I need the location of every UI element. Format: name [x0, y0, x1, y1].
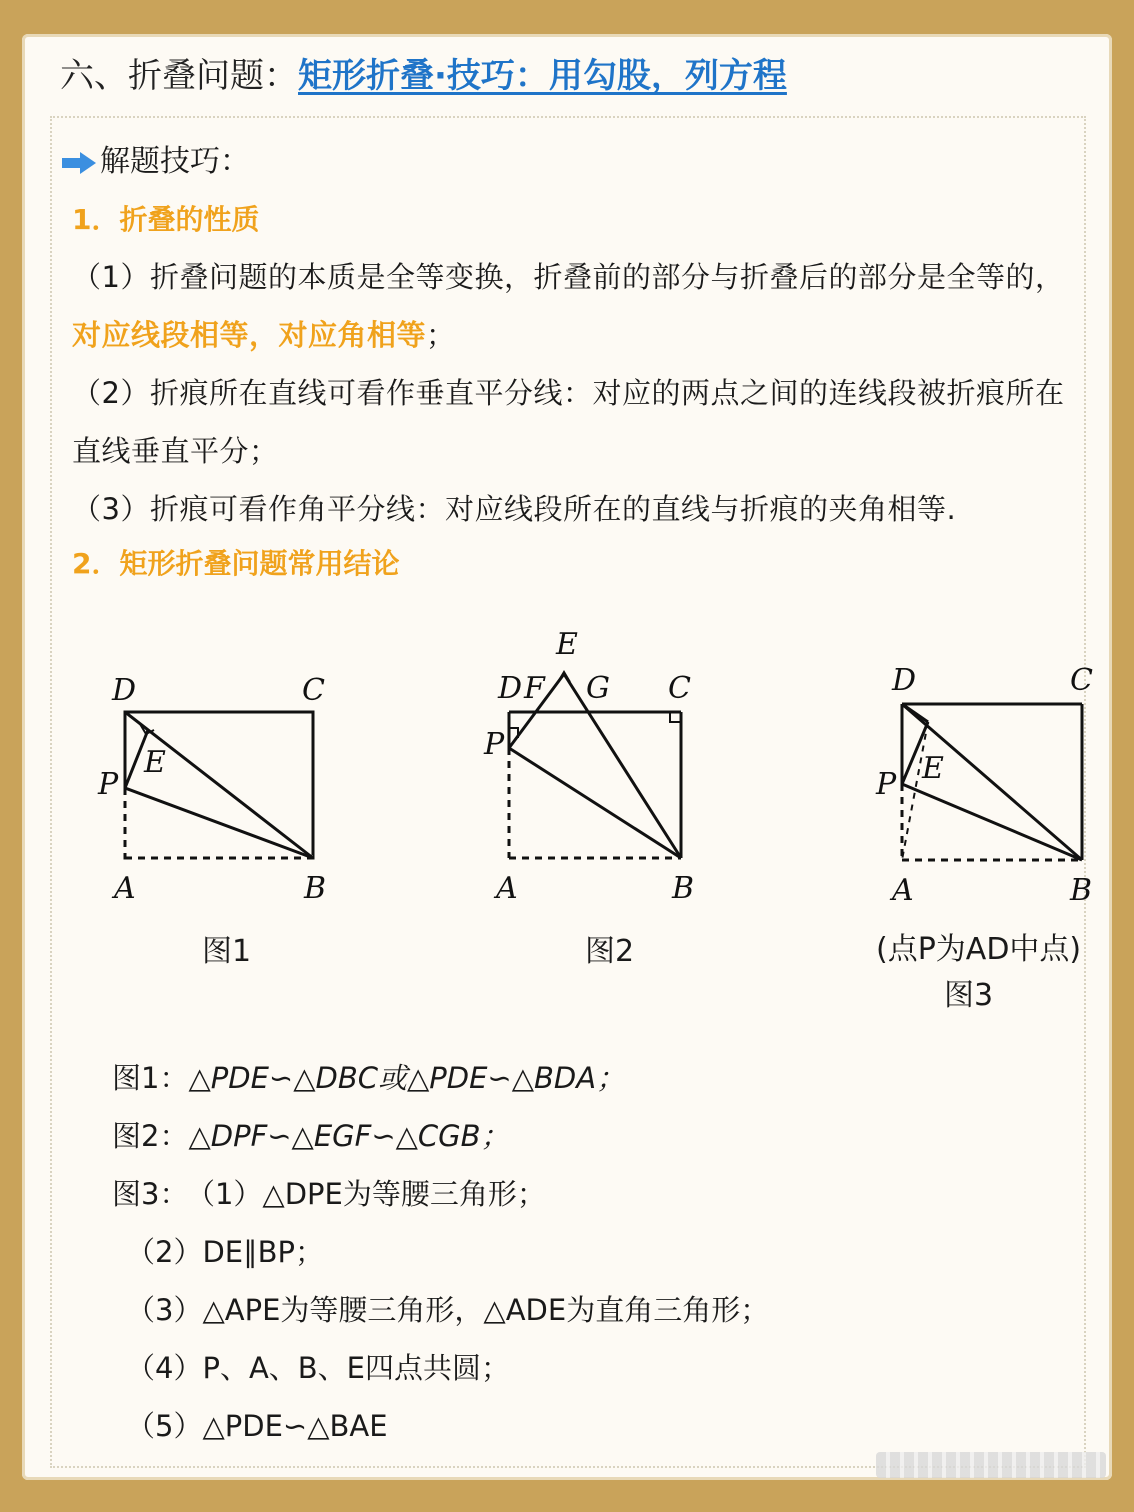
p1-emphasis: 对应线段相等，对应角相等: [72, 318, 427, 352]
page-title: [60, 52, 787, 100]
fig1-caption: 图1: [202, 934, 252, 969]
section1-title: 1．折叠的性质: [72, 203, 260, 236]
tips-panel: [50, 116, 1093, 1468]
fig3-label-B: B: [1070, 873, 1093, 908]
conclusion-fig2: [112, 1114, 510, 1155]
fig2-label-F: F: [524, 671, 545, 706]
content-card: [22, 34, 1112, 1480]
conclusion-fig3-3: （3）△APE为等腰三角形，△ADE为直角三角形；: [126, 1293, 770, 1327]
fig1-label-E: E: [144, 745, 166, 780]
conclusion-fig3-text: （1）△DPE为等腰三角形；: [200, 1177, 546, 1211]
conclusion-fig1: [112, 1056, 625, 1097]
fig2-label-C: C: [668, 671, 691, 706]
conclusion-fig1-text: △PDE∽△DBC或△PDE∽△BDA；: [188, 1061, 626, 1095]
fig3-label-D: D: [892, 663, 917, 698]
title-highlight: 矩形折叠·技巧：用勾股，列方程: [298, 56, 787, 96]
fig3-label-A: A: [892, 873, 914, 908]
section1-p1: [72, 248, 1072, 364]
arrow-right-icon: [62, 152, 96, 174]
fig3-label-E: E: [922, 751, 944, 786]
fig1-label-C: C: [302, 673, 325, 708]
figure-2: [472, 618, 702, 918]
fig1-label-P: P: [98, 767, 119, 802]
fig2-label-D: D: [498, 671, 523, 706]
title-prefix: 六、折叠问题：: [60, 56, 298, 96]
fig1-label-D: D: [112, 673, 137, 708]
fig2-label-B: B: [672, 871, 695, 906]
tips-heading-text: 解题技巧：: [100, 144, 250, 179]
conclusion-fig1-label: 图1：: [112, 1061, 189, 1095]
fig2-label-P: P: [484, 727, 505, 762]
conclusion-fig3-4: （4）P、A、B、E四点共圆；: [126, 1351, 510, 1385]
fig3-label-C: C: [1070, 663, 1093, 698]
watermark-strip: [876, 1452, 1106, 1478]
conclusion-fig3-label: 图3：: [112, 1177, 189, 1211]
fig2-label-E: E: [556, 627, 578, 662]
fig2-label-A: A: [496, 871, 518, 906]
conclusion-fig3-5: （5）△PDE∽△BAE: [126, 1409, 388, 1443]
fig3-caption: 图3: [944, 978, 994, 1013]
p1-text: （1）折叠问题的本质是全等变换，折叠前的部分与折叠后的部分是全等的，: [72, 260, 1065, 294]
section1-p3: （3）折痕可看作角平分线：对应线段所在的直线与折痕的夹角相等.: [72, 492, 957, 526]
fig3-label-P: P: [876, 767, 897, 802]
fig2-label-G: G: [586, 671, 610, 706]
figure-1: [92, 638, 352, 918]
figures-area: [92, 618, 1093, 1018]
fig2-caption: 图2: [585, 934, 635, 969]
figure-3: [852, 638, 1093, 918]
section2-title: 2．矩形折叠问题常用结论: [72, 547, 400, 580]
conclusion-fig2-label: 图2：: [112, 1119, 189, 1153]
fig3-note: (点P为AD中点): [876, 932, 1082, 967]
section1-p2: （2）折痕所在直线可看作垂直平分线：对应的两点之间的连线段被折痕所在直线垂直平分；: [72, 376, 1065, 468]
tips-heading: [62, 140, 250, 184]
fig1-label-B: B: [304, 871, 327, 906]
fig1-diagonal: [125, 712, 313, 858]
conclusion-fig3-2: （2）DE∥BP；: [126, 1235, 324, 1269]
p1-end: ；: [426, 318, 456, 352]
conclusion-fig3: [112, 1172, 546, 1213]
conclusion-fig2-text: △DPF∽△EGF∽△CGB；: [188, 1119, 510, 1153]
fig1-label-A: A: [114, 871, 136, 906]
